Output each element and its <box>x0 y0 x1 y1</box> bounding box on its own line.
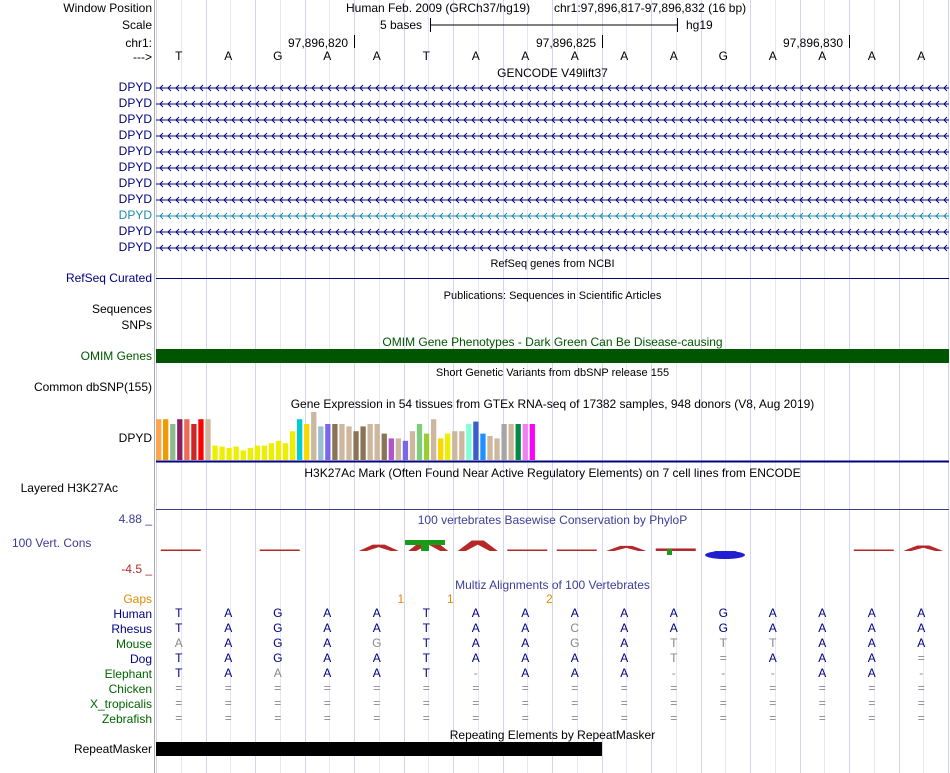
species-base: A <box>669 606 678 620</box>
species-base: C <box>570 621 580 635</box>
species-base: = <box>917 681 925 695</box>
species-base: G <box>718 606 728 620</box>
species-base: = <box>917 711 925 725</box>
species-base: T <box>422 636 430 650</box>
reference-base: G <box>273 49 283 63</box>
phylop-score-glyph[interactable] <box>161 550 201 552</box>
phylop-title: 100 vertebrates Basewise Conservation by PhyloP <box>417 513 688 527</box>
species-base: A <box>224 651 233 665</box>
species-base: A <box>768 606 777 620</box>
species-base: = <box>571 696 579 710</box>
species-base: T <box>670 636 678 650</box>
species-base: = <box>472 696 480 710</box>
reference-base: A <box>372 49 381 63</box>
window-position-label: Window Position <box>63 1 152 15</box>
reference-base: T <box>422 49 430 63</box>
species-base: A <box>372 651 381 665</box>
species-base: A <box>224 636 233 650</box>
reference-base: T <box>175 49 183 63</box>
gencode-transcript-label[interactable]: DPYD <box>118 128 152 142</box>
h3k27ac-label[interactable]: Layered H3K27Ac <box>20 481 118 495</box>
phylop-score-glyph[interactable] <box>260 550 300 552</box>
reference-base: A <box>570 49 579 63</box>
species-base: A <box>818 636 827 650</box>
gtex-title: Gene Expression in 54 tissues from GTEx RNA-seq of 17382 samples, 948 donors (V8, Aug 2019) <box>290 397 815 411</box>
species-base: A <box>521 621 530 635</box>
phylop-min-label: -4.5 _ <box>121 562 152 576</box>
repeatmasker-bar[interactable] <box>156 742 602 756</box>
species-base: = <box>224 696 232 710</box>
phylop-score-glyph[interactable] <box>854 550 894 552</box>
species-base: A <box>174 636 183 650</box>
species-base: G <box>372 636 382 650</box>
species-base: = <box>274 681 282 695</box>
multiz-title: Multiz Alignments of 100 Vertebrates <box>455 578 650 592</box>
species-base: A <box>372 621 381 635</box>
species-base: = <box>422 696 430 710</box>
species-base: = <box>868 696 876 710</box>
species-base: A <box>818 621 827 635</box>
species-base: = <box>472 681 480 695</box>
species-base: A <box>372 606 381 620</box>
phylop-label[interactable]: 100 Vert. Cons <box>12 536 92 550</box>
species-base: A <box>917 606 926 620</box>
reference-base: A <box>867 49 876 63</box>
species-base: = <box>670 681 678 695</box>
species-base: = <box>521 711 529 725</box>
species-base: = <box>571 681 579 695</box>
species-base: A <box>471 651 480 665</box>
gencode-transcript-label[interactable]: DPYD <box>118 160 152 174</box>
coordinate-tick-2: 97,896,825 <box>536 36 597 50</box>
species-base: = <box>373 681 381 695</box>
gencode-transcript-label[interactable]: DPYD <box>118 224 152 238</box>
species-base: A <box>323 666 332 680</box>
species-base: T <box>175 651 183 665</box>
publications-label-snps[interactable]: SNPs <box>121 318 152 332</box>
species-base: A <box>867 621 876 635</box>
species-base: = <box>323 696 331 710</box>
strand-label: ---> <box>133 50 152 64</box>
gencode-transcript-label[interactable]: DPYD <box>118 96 152 110</box>
species-label[interactable]: Elephant <box>104 667 152 681</box>
species-base: A <box>768 621 777 635</box>
species-base: A <box>372 666 381 680</box>
gencode-transcript-label[interactable]: DPYD <box>118 176 152 190</box>
reference-base: A <box>818 49 827 63</box>
gencode-transcript-label[interactable]: DPYD <box>118 192 152 206</box>
species-base: = <box>769 681 777 695</box>
coordinate-tick-3: 97,896,830 <box>783 36 844 50</box>
species-base: = <box>175 711 183 725</box>
species-base: T <box>175 606 183 620</box>
species-base: A <box>620 636 629 650</box>
species-base: A <box>273 666 282 680</box>
species-base: A <box>224 606 233 620</box>
species-base: A <box>917 636 926 650</box>
species-base: = <box>670 696 678 710</box>
species-base: = <box>818 711 826 725</box>
species-base: T <box>422 621 430 635</box>
species-base: = <box>175 681 183 695</box>
gap-count: 2 <box>546 592 553 606</box>
reference-base: A <box>917 49 926 63</box>
gap-count: 1 <box>447 592 454 606</box>
reference-base: A <box>620 49 629 63</box>
species-base: A <box>224 621 233 635</box>
species-base: = <box>521 681 529 695</box>
species-base: A <box>867 651 876 665</box>
gencode-transcript-label[interactable]: DPYD <box>118 80 152 94</box>
species-base: = <box>224 711 232 725</box>
species-base: A <box>620 666 629 680</box>
scale-db-text: hg19 <box>686 18 713 32</box>
species-base: A <box>471 621 480 635</box>
species-base: T <box>769 636 777 650</box>
species-base: A <box>471 636 480 650</box>
h3k27ac-title: H3K27Ac Mark (Often Found Near Active Regulatory Elements) on 7 cell lines from ENCODE <box>304 466 801 480</box>
species-base: T <box>670 651 678 665</box>
species-base: = <box>620 711 628 725</box>
gencode-transcript-label[interactable]: DPYD <box>118 208 152 222</box>
species-base: A <box>521 606 530 620</box>
label-divider <box>154 0 155 773</box>
species-base: = <box>818 696 826 710</box>
reference-base: A <box>521 49 530 63</box>
species-base: A <box>521 651 530 665</box>
species-base: = <box>373 711 381 725</box>
position-text[interactable]: chr1:97,896,817-97,896,832 (16 bp) <box>554 1 747 15</box>
species-base: = <box>571 711 579 725</box>
species-base: G <box>273 651 283 665</box>
species-base: = <box>670 711 678 725</box>
gtex-label[interactable]: DPYD <box>118 431 152 445</box>
species-base: A <box>867 666 876 680</box>
phylop-score-glyph[interactable] <box>557 550 597 552</box>
species-base: = <box>868 711 876 725</box>
species-base: = <box>769 696 777 710</box>
species-label[interactable]: X_tropicalis <box>89 697 152 711</box>
species-base: = <box>769 711 777 725</box>
reference-base: A <box>768 49 777 63</box>
species-base: A <box>323 651 332 665</box>
assembly-text: Human Feb. 2009 (GRCh37/hg19) <box>346 1 531 15</box>
species-base: T <box>422 606 430 620</box>
species-base: = <box>917 696 925 710</box>
species-base: G <box>273 621 283 635</box>
dbsnp-label[interactable]: Common dbSNP(155) <box>33 380 152 394</box>
species-base: T <box>719 636 727 650</box>
species-base: A <box>818 606 827 620</box>
species-base: A <box>620 651 629 665</box>
phylop-score-glyph[interactable] <box>656 548 696 551</box>
chrom-label: chr1: <box>125 36 152 50</box>
species-base: G <box>718 621 728 635</box>
species-base: A <box>570 606 579 620</box>
coordinate-tick-1: 97,896,820 <box>288 36 349 50</box>
species-base: A <box>570 666 579 680</box>
species-base: A <box>818 666 827 680</box>
publications-label-sequences[interactable]: Sequences <box>91 302 152 316</box>
publications-title: Publications: Sequences in Scientific Articles <box>443 290 662 302</box>
species-label[interactable]: Human <box>113 607 152 621</box>
species-base: = <box>224 681 232 695</box>
species-base: T <box>422 651 430 665</box>
gencode-transcript-label[interactable]: DPYD <box>118 144 152 158</box>
species-base: A <box>224 666 233 680</box>
species-base: A <box>669 621 678 635</box>
species-base: A <box>323 606 332 620</box>
species-base: A <box>818 651 827 665</box>
species-base: = <box>868 681 876 695</box>
species-base: - <box>721 666 726 680</box>
species-base: = <box>323 711 331 725</box>
phylop-score-glyph[interactable] <box>606 546 646 551</box>
species-base: A <box>768 651 777 665</box>
species-base: A <box>521 636 530 650</box>
refseq-label[interactable]: RefSeq Curated <box>65 271 152 285</box>
species-base: A <box>471 606 480 620</box>
species-base: A <box>867 636 876 650</box>
species-base: T <box>175 621 183 635</box>
species-base: T <box>422 666 430 680</box>
phylop-score-glyph[interactable] <box>359 545 399 551</box>
scale-bar-text: 5 bases <box>380 18 423 32</box>
reference-base: G <box>718 49 728 63</box>
gaps-label: Gaps <box>123 592 152 606</box>
species-label[interactable]: Rhesus <box>111 622 152 636</box>
phylop-score-glyph[interactable] <box>507 550 547 552</box>
species-base: - <box>473 666 478 680</box>
reference-base: A <box>323 49 332 63</box>
species-base: = <box>422 711 430 725</box>
omim-title: OMIM Gene Phenotypes - Dark Green Can Be Disease-causing <box>382 335 723 349</box>
species-base: = <box>323 681 331 695</box>
species-base: = <box>373 696 381 710</box>
phylop-score-glyph[interactable] <box>903 546 943 551</box>
species-base: = <box>521 696 529 710</box>
species-base: G <box>273 636 283 650</box>
species-label[interactable]: Zebrafish <box>101 712 152 726</box>
species-base: A <box>917 621 926 635</box>
species-base: - <box>671 666 676 680</box>
phylop-max-label: 4.88 _ <box>118 512 152 526</box>
dbsnp-title: Short Genetic Variants from dbSNP release 155 <box>435 367 670 379</box>
species-base: = <box>620 681 628 695</box>
species-label[interactable]: Chicken <box>108 682 152 696</box>
gencode-title: GENCODE V49lift37 <box>497 66 608 80</box>
reference-base: A <box>669 49 678 63</box>
species-base: = <box>719 711 727 725</box>
repeatmasker-label[interactable]: RepeatMasker <box>73 742 152 756</box>
species-base: T <box>175 666 183 680</box>
phylop-glyph-g[interactable] <box>705 551 745 559</box>
species-base: = <box>719 696 727 710</box>
species-base: G <box>570 636 580 650</box>
phylop-score-glyph[interactable] <box>458 540 498 551</box>
omim-label[interactable]: OMIM Genes <box>80 349 152 363</box>
species-base: A <box>323 636 332 650</box>
reference-base: A <box>471 49 480 63</box>
phylop-glyph-small[interactable] <box>667 549 672 555</box>
repeatmasker-title: Repeating Elements by RepeatMasker <box>449 728 656 742</box>
species-base: A <box>620 621 629 635</box>
species-base: = <box>818 681 826 695</box>
gap-count: 1 <box>397 592 405 606</box>
species-base: A <box>323 621 332 635</box>
species-label[interactable]: Mouse <box>115 637 152 651</box>
species-base: = <box>422 681 430 695</box>
species-base: - <box>919 666 924 680</box>
species-base: A <box>620 606 629 620</box>
species-base: = <box>274 711 282 725</box>
reference-base: A <box>224 49 233 63</box>
species-base: = <box>472 711 480 725</box>
species-base: A <box>521 666 530 680</box>
species-base: G <box>273 606 283 620</box>
species-base: = <box>719 681 727 695</box>
species-base: = <box>274 696 282 710</box>
gencode-transcript-label[interactable]: DPYD <box>118 240 152 254</box>
gencode-transcript-label[interactable]: DPYD <box>118 112 152 126</box>
species-base: = <box>620 696 628 710</box>
species-base: = <box>917 651 925 665</box>
scale-label: Scale <box>121 18 152 32</box>
species-base: = <box>719 651 727 665</box>
species-base: = <box>175 696 183 710</box>
species-base: A <box>867 606 876 620</box>
species-label[interactable]: Dog <box>129 652 152 666</box>
species-base: - <box>770 666 775 680</box>
species-base: A <box>570 651 579 665</box>
refseq-title: RefSeq genes from NCBI <box>490 258 615 270</box>
